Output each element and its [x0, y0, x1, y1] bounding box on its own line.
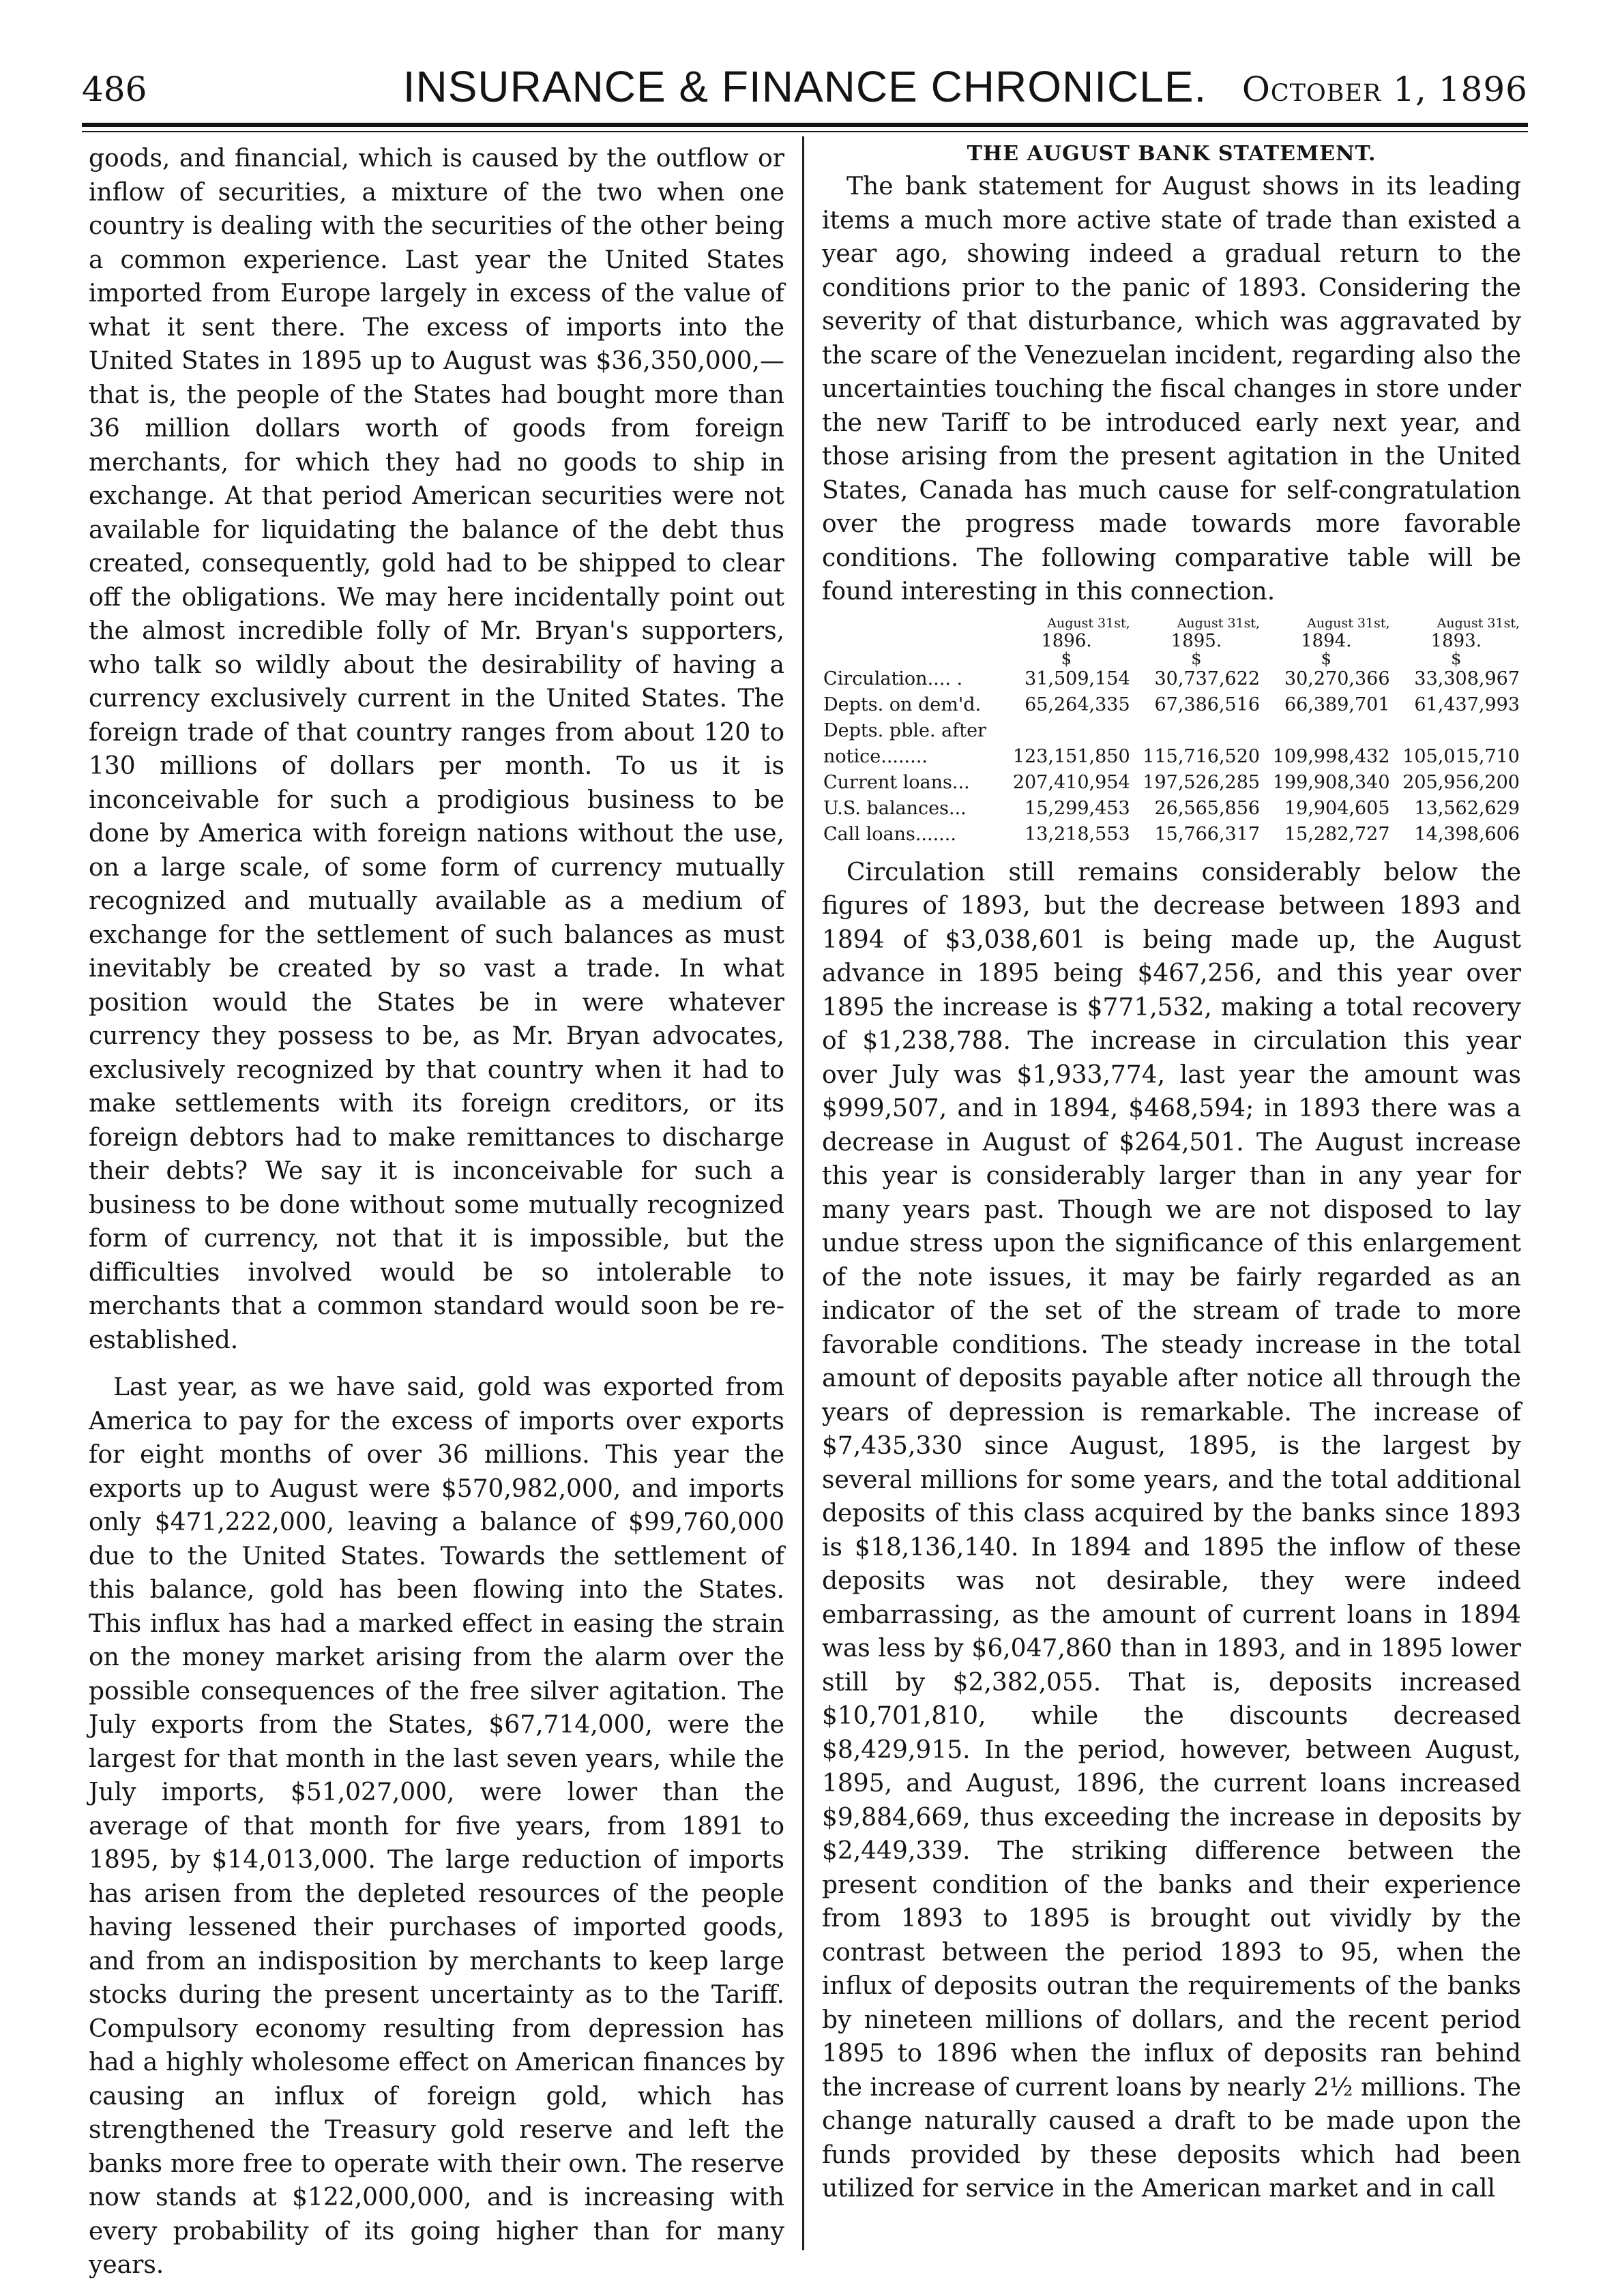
issue-date: October 1, 1896 [1241, 70, 1528, 109]
table-cell: 205,956,200 [1402, 771, 1520, 793]
row-label: Depts. on dem'd. [823, 694, 982, 715]
column-year: 1893. [1430, 630, 1482, 651]
table-cell: 123,151,850 [1012, 745, 1130, 767]
row-label: Current loans... [823, 771, 970, 793]
column-unit: $ [1321, 648, 1331, 668]
row-label: Circulation.... . [823, 668, 963, 689]
column-label: August 31st, [1437, 615, 1520, 631]
row-label: Call loans....... [823, 823, 956, 845]
table-cell: 115,716,520 [1143, 745, 1261, 767]
table-row [822, 718, 1521, 744]
table-cell: 14,398,606 [1414, 823, 1520, 845]
table-row [822, 796, 1521, 822]
table-row [822, 744, 1521, 770]
table-header-cell [1001, 616, 1131, 666]
page-number: 486 [82, 70, 147, 109]
table-cell: 65,264,335 [1025, 694, 1130, 715]
right-column [822, 142, 1521, 2256]
table-cell: 33,308,967 [1414, 668, 1520, 689]
table-cell: 30,737,622 [1154, 668, 1261, 689]
table-cell: 31,509,154 [1025, 668, 1130, 689]
column-unit: $ [1451, 648, 1462, 668]
table-cell: 15,299,453 [1025, 797, 1130, 819]
column-divider [802, 136, 804, 2250]
table-header-cell [1261, 616, 1391, 666]
bank-statement-table [822, 616, 1521, 848]
column-label: August 31st, [1307, 615, 1390, 631]
table-cell: 19,904,605 [1284, 797, 1390, 819]
table-cell: 199,908,340 [1272, 771, 1390, 793]
body-paragraph: Circulation still remains considerably below the figures of 1893, but the decrease between 1893 and 1894 of $3,038,601 is being made up, the August advance in 1895 being $467,256, and this year over 1895 the increase is $771,532, making a total recovery of $1,238,788. The increase in circulation this year over July was $1,933,774, last year the amount was $999,507, and in 1894, $468,594; in 1893 there was a decrease in August of $264,501. The August increase this year is considerably larger than in any year for many years past. Though we are not disposed to lay undue stress upon the significance of this enlargement of the note issues, it may be fairly regarded as an indicator of the set of the stream of trade to more favorable conditions. The steady increase in the total amount of deposits payable after notice all through the years of depression is remarkable. The increase of $7,435,330 since August, 1895, is the largest by several millions for some years, and the total additional deposits of this class acquired by the banks since 1893 is $18,136,140. In 1894 and 1895 the inflow of these deposits was not desirable, they were indeed embarrassing, as the amount of current loans in 1894 was less by $6,047,860 than in 1893, and in 1895 lower still by $2,382,055. That is, deposits increased $10,701,810, while the discounts decreased $8,429,915. In the period, however, between August, 1895, and August, 1896, the current loans increased $9,884,669, thus exceeding the increase in deposits by $2,449,339. The striking difference between the present condition of the banks and their experience from 1893 to 1895 is brought out vividly by the contrast between the period 1893 to 95, when the influx of deposits outran the requirements of the banks by nineteen millions of dollars, and the recent period 1895 to 1896 when the influx of deposits ran behind the increase of current loans by nearly 2½ millions. The change naturally caused a draft to be made upon the funds provided by these deposits which had been utilized for service in the American market and in call [822, 858, 1521, 2203]
left-paragraph-2: Last year, as we have said, gold was exported from America to pay for the excess of imports over exports for eight months of over 36 millions. This year the exports up to August were $570,982,000, and imports only $471,222,000, leaving a balance of $99,760,000 due to the United States. Towards the settlement of this balance, gold has been flowing into the States. This influx has had a marked effect in easing the strain on the money market arising from the alarm over the possible consequences of the free silver agitation. The July exports from the States, $67,714,000, were the largest for that month in the last seven years, while the July imports, $51,027,000, were lower than the average of that month for five years, from 1891 to 1895, by $14,013,000. The large reduction of imports has arisen from the depleted resources of the people having lessened their purchases of imported goods, and from an indisposition by merchants to keep large stocks during the present uncertainty as to the Tariff. Compulsory economy resulting from depression has had a highly wholesome effect on American finances by causing an influx of foreign gold, which has strengthened the Treasury gold reserve and left the banks more free to operate with their own. The reserve now stands at $122,000,000, and is increasing with every probability of its going higher than for many years. [89, 1373, 784, 2279]
table-header-cell [1392, 616, 1521, 666]
table-cell: 26,565,856 [1154, 797, 1261, 819]
table-cell: 197,526,285 [1143, 771, 1261, 793]
left-paragraph-1: goods, and financial, which is caused by the outflow or inflow of securities, a mixture of the two when one country is dealing with the securities of the other being a common experience. Last year the United States imported from Europe largely in excess of the value of what it sent there. The excess of imports into the United States in 1895 up to August was $36,350,000,— that is, the people of the States had bought more than 36 million dollars worth of goods from foreign merchants, for which they had no goods to ship in exchange. At that period American securities were not available for liquidating the balance of the debt thus created, consequently, gold had to be shipped to clear off the obligations. We may here incidentally point out the almost incredible folly of Mr. Bryan's supporters, who talk so wildly about the desirability of having a currency exclusively current in the United States. The foreign trade of that country ranges from about 120 to 130 millions of dollars per month. To us it is inconceivable for such a prodigious business to be done by America with foreign nations without the use, on a large scale, of some form of currency mutually recognized and mutually available as a medium of exchange for the settlement of such balances as must inevitably be created by so vast a trade. In what position would the States be in were whatever currency they possess to be, as Mr. Bryan advocates, exclusively recognized by that country when it had to make settlements with its foreign creditors, or its foreign debtors had to make remittances to discharge their debts? We say it is inconceivable for such a business to be done without some mutually recognized form of currency, not that it is impossible, but the difficulties involved would be so intolerable to merchants that a common standard would soon be re-established. [89, 145, 784, 1354]
left-column [89, 142, 784, 2279]
row-label: U.S. balances... [823, 797, 967, 819]
column-year: 1894. [1301, 630, 1352, 651]
table-cell [1132, 718, 1261, 744]
table-cell: 207,410,954 [1012, 771, 1130, 793]
row-label: Depts. pble. after [823, 719, 986, 741]
table-cell: 13,562,629 [1414, 797, 1520, 819]
header-rule-thin [82, 131, 1528, 132]
column-label: August 31st, [1177, 615, 1261, 631]
table-header-cell [1132, 616, 1261, 666]
table-cell: 105,015,710 [1402, 745, 1520, 767]
table-cell [1392, 718, 1521, 744]
column-unit: $ [1061, 648, 1072, 668]
table-header-blank [822, 616, 1001, 666]
table-cell: 15,282,727 [1284, 823, 1390, 845]
table-row [822, 822, 1521, 848]
header-rule-thick [82, 123, 1528, 127]
column-year: 1896. [1041, 630, 1092, 651]
table-cell: 66,389,701 [1284, 694, 1390, 715]
table-cell [1001, 718, 1131, 744]
intro-paragraph: The bank statement for August shows in its leading items a much more active state of trade than existed a year ago, showing indeed a gradual return to the conditions prior to the panic of 1893. Considering the severity of that disturbance, which was aggravated by the scare of the Venezuelan incident, regarding also the uncertainties touching the fiscal changes in store under the new Tariff to be introduced early next year, and those arising from the present agitation in the United States, Canada has much cause for self-congratulation over the progress made towards more favorable conditions. The following comparative table will be found interesting in this connection. [822, 173, 1521, 606]
masthead [82, 61, 1528, 123]
section-heading: THE AUGUST BANK STATEMENT. [967, 142, 1376, 166]
table-cell: 109,998,432 [1272, 745, 1390, 767]
column-unit: $ [1191, 648, 1202, 668]
table-cell: 61,437,993 [1414, 694, 1520, 715]
table-cell: 67,386,516 [1154, 694, 1261, 715]
table-row [822, 770, 1521, 796]
table-cell: 30,270,366 [1284, 668, 1390, 689]
table-header-row [822, 616, 1521, 666]
table-cell: 13,218,553 [1025, 823, 1130, 845]
table-row [822, 692, 1521, 718]
column-year: 1895. [1170, 630, 1222, 651]
row-label: notice........ [823, 745, 928, 767]
table-row [822, 666, 1521, 692]
table-cell: 15,766,317 [1154, 823, 1261, 845]
journal-title: INSURANCE & FINANCE CHRONICLE. [402, 62, 1207, 111]
column-label: August 31st, [1047, 615, 1130, 631]
table-cell [1261, 718, 1391, 744]
